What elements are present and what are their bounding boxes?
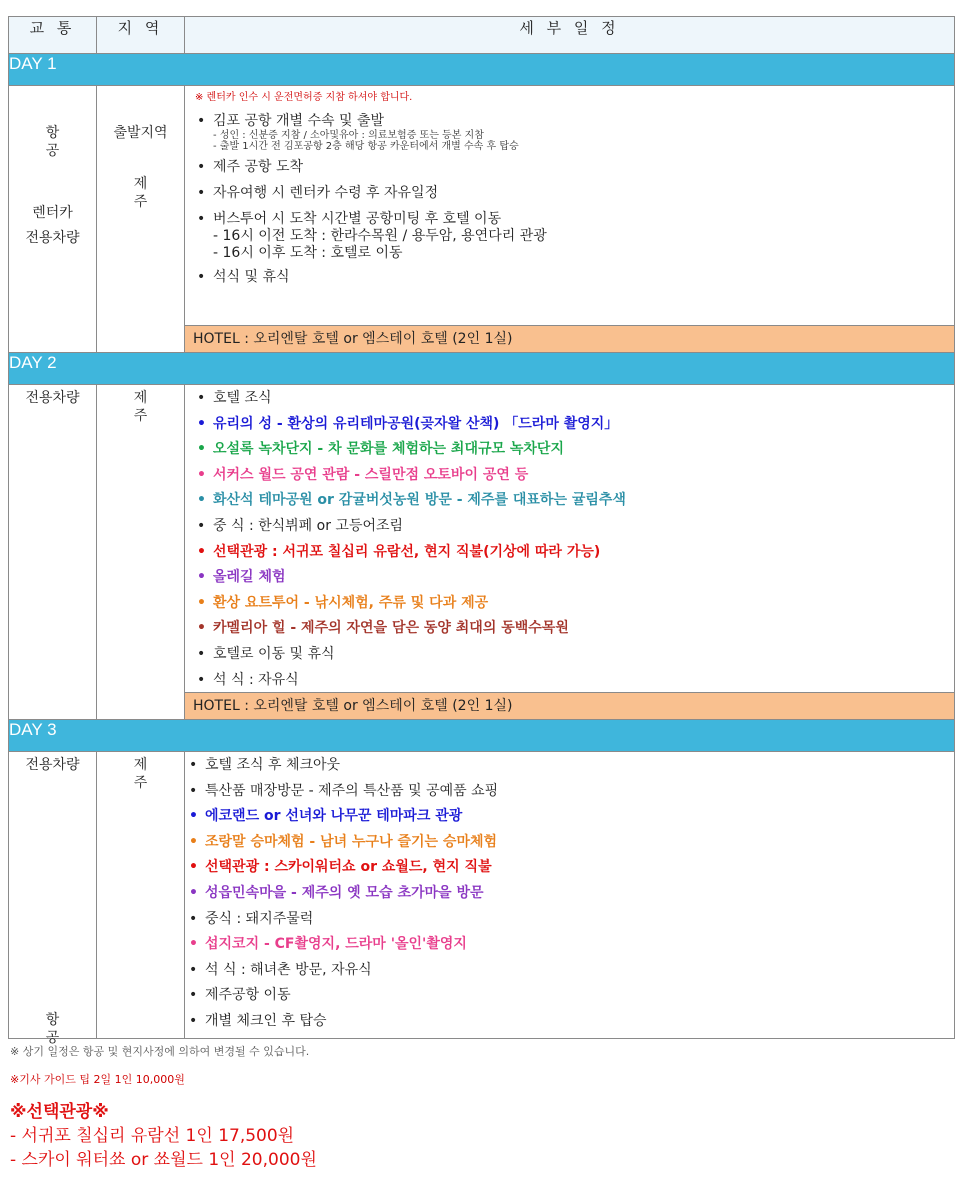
optional-tour-price-2: - 스카이 워터쑈 or 쑈월드 1인 20,000원 [10, 1150, 317, 1170]
optional-tour-price-1: - 서귀포 칠십리 유람선 1인 17,500원 [10, 1126, 295, 1146]
day3-region-cell [97, 752, 185, 1039]
day1-hotel: HOTEL : 오리엔탈 호텔 or 엠스테이 호텔 (2인 1실) [185, 325, 954, 352]
day3-item-list [185, 752, 954, 1038]
itinerary-table [8, 16, 955, 1046]
day2-region-jeju: 제 주 [133, 390, 182, 424]
day3-item: • 성읍민속마을 - 제주의 옛 모습 초가마을 방문 [185, 884, 954, 910]
day1-region-cell [97, 86, 185, 353]
day3-item: • 조랑말 승마체험 - 남녀 누구나 즐기는 승마체험 [185, 833, 954, 859]
day1-band: DAY 1 [9, 54, 955, 86]
day1-transport-rental: 렌터카 [32, 205, 73, 221]
day3-region-jeju: 제 주 [133, 757, 182, 791]
day3-transport-cell [9, 752, 97, 1046]
day2-item: • 호텔로 이동 및 휴식 [193, 645, 954, 671]
header-row [9, 17, 955, 54]
day2-transport-cell [9, 385, 97, 720]
day2-band: DAY 2 [9, 353, 955, 385]
day2-transport-private: 전용차량 [25, 390, 80, 406]
day1-item: • 김포 공항 개별 수속 및 출발 - 성인 : 신분증 지참 / 소아및유아 : 의료보험증 또는 등본 지참 - 출발 1시간 전 김포공항 2층 해당 항공 카운터에서 개별 수속 후 탑승 [193, 112, 954, 152]
header-region: 지 역 [97, 17, 185, 54]
day3-transport-air: 항 공 [45, 1012, 94, 1046]
day2-item: • 선택관광 : 서귀포 칠십리 유람선, 현지 직불(기상에 따라 가능) [193, 543, 954, 569]
day2-item: • 유리의 성 - 환상의 유리테마공원(곶자왈 산책) 「드라마 촬영지」 [193, 415, 954, 441]
day1-detail-cell [185, 86, 955, 353]
day3-item: • 선택관광 : 스카이워터쇼 or 쇼월드, 현지 직불 [185, 858, 954, 884]
schedule-change-notice: ※ 상기 일정은 항공 및 현지사정에 의하여 변경될 수 있습니다. [10, 1045, 310, 1058]
day1-item: • 제주 공항 도착 [193, 158, 954, 176]
header-detail: 세 부 일 정 [185, 17, 955, 54]
day1-transport-cell [9, 86, 97, 353]
day3-item: • 중식 : 돼지주물럭 [185, 910, 954, 936]
day1-item: • 자유여행 시 렌터카 수령 후 자유일정 [193, 184, 954, 202]
day3-band: DAY 3 [9, 720, 955, 752]
day2-item: • 오설록 녹차단지 - 차 문화를 체험하는 최대규모 녹차단지 [193, 440, 954, 466]
day2-item: • 올레길 체험 [193, 568, 954, 594]
day2-item: • 석 식 : 자유식 [193, 671, 954, 697]
day2-item: • 호텔 조식 [193, 389, 954, 415]
header-transport: 교 통 [9, 17, 97, 54]
day2-item-list [193, 389, 954, 696]
day1-item: • 버스투어 시 도착 시간별 공항미팅 후 호텔 이동 - 16시 이전 도착 : 한라수목원 / 용두암, 용연다리 관광 - 16시 이후 도착 : 호텔로 이동 [193, 210, 954, 262]
itinerary-sheet [8, 16, 954, 1046]
day3-item: • 섭지코지 - CF촬영지, 드라마 '올인'촬영지 [185, 935, 954, 961]
day1-region-jeju: 제 주 [133, 176, 182, 210]
day3-transport-private: 전용차량 [25, 757, 80, 773]
day1-region-departure: 출발지역 [113, 125, 168, 141]
day3-item: • 석 식 : 해녀촌 방문, 자유식 [185, 961, 954, 987]
day2-region-cell [97, 385, 185, 720]
day3-item: • 에코랜드 or 선녀와 나무꾼 테마파크 관광 [185, 807, 954, 833]
day3-detail-cell [185, 752, 955, 1039]
day1-transport-air: 항 공 [45, 125, 94, 159]
day1-sub-line: - 16시 이전 도착 : 한라수목원 / 용두암, 용연다리 관광 [213, 228, 547, 244]
day2-item: • 환상 요트투어 - 낚시체험, 주류 및 다과 제공 [193, 594, 954, 620]
day2-item: • 중 식 : 한식뷔페 or 고등어조림 [193, 517, 954, 543]
day1-sub-line: - 16시 이후 도착 : 호텔로 이동 [213, 245, 403, 261]
day1-item: • 석식 및 휴식 [193, 268, 954, 286]
day3-item: • 제주공항 이동 [185, 986, 954, 1012]
day1-sub-note: - 성인 : 신분증 지참 / 소아및유아 : 의료보험증 또는 등본 지참 [213, 130, 484, 141]
day2-item: • 화산석 테마공원 or 감귤버섯농원 방문 - 제주를 대표하는 귤림추색 [193, 491, 954, 517]
day1-sub-note: - 출발 1시간 전 김포공항 2층 해당 항공 카운터에서 개별 수속 후 탑승 [213, 141, 519, 152]
optional-tour-title: ※선택관광※ [10, 1102, 109, 1122]
day1-item-list [193, 112, 954, 286]
day1-rental-note: ※ 렌터카 인수 시 운전면허증 지참 하셔야 합니다. [195, 92, 413, 103]
day3-item: • 호텔 조식 후 체크아웃 [185, 756, 954, 782]
day3-item: • 개별 체크인 후 탑승 [185, 1012, 954, 1038]
day3-item: • 특산품 매장방문 - 제주의 특산품 및 공예품 쇼핑 [185, 782, 954, 808]
day1-transport-private: 전용차량 [25, 230, 80, 246]
day2-item: • 서커스 월드 공연 관람 - 스릴만점 오토바이 공연 등 [193, 466, 954, 492]
day2-hotel: HOTEL : 오리엔탈 호텔 or 엠스테이 호텔 (2인 1실) [185, 692, 954, 719]
footer-notes [10, 1043, 317, 1172]
day2-item: • 카멜리아 힐 - 제주의 자연을 담은 동양 최대의 동백수목원 [193, 619, 954, 645]
day2-detail-cell [185, 385, 955, 720]
guide-tip-notice: ※기사 가이드 팁 2일 1인 10,000원 [10, 1073, 185, 1086]
